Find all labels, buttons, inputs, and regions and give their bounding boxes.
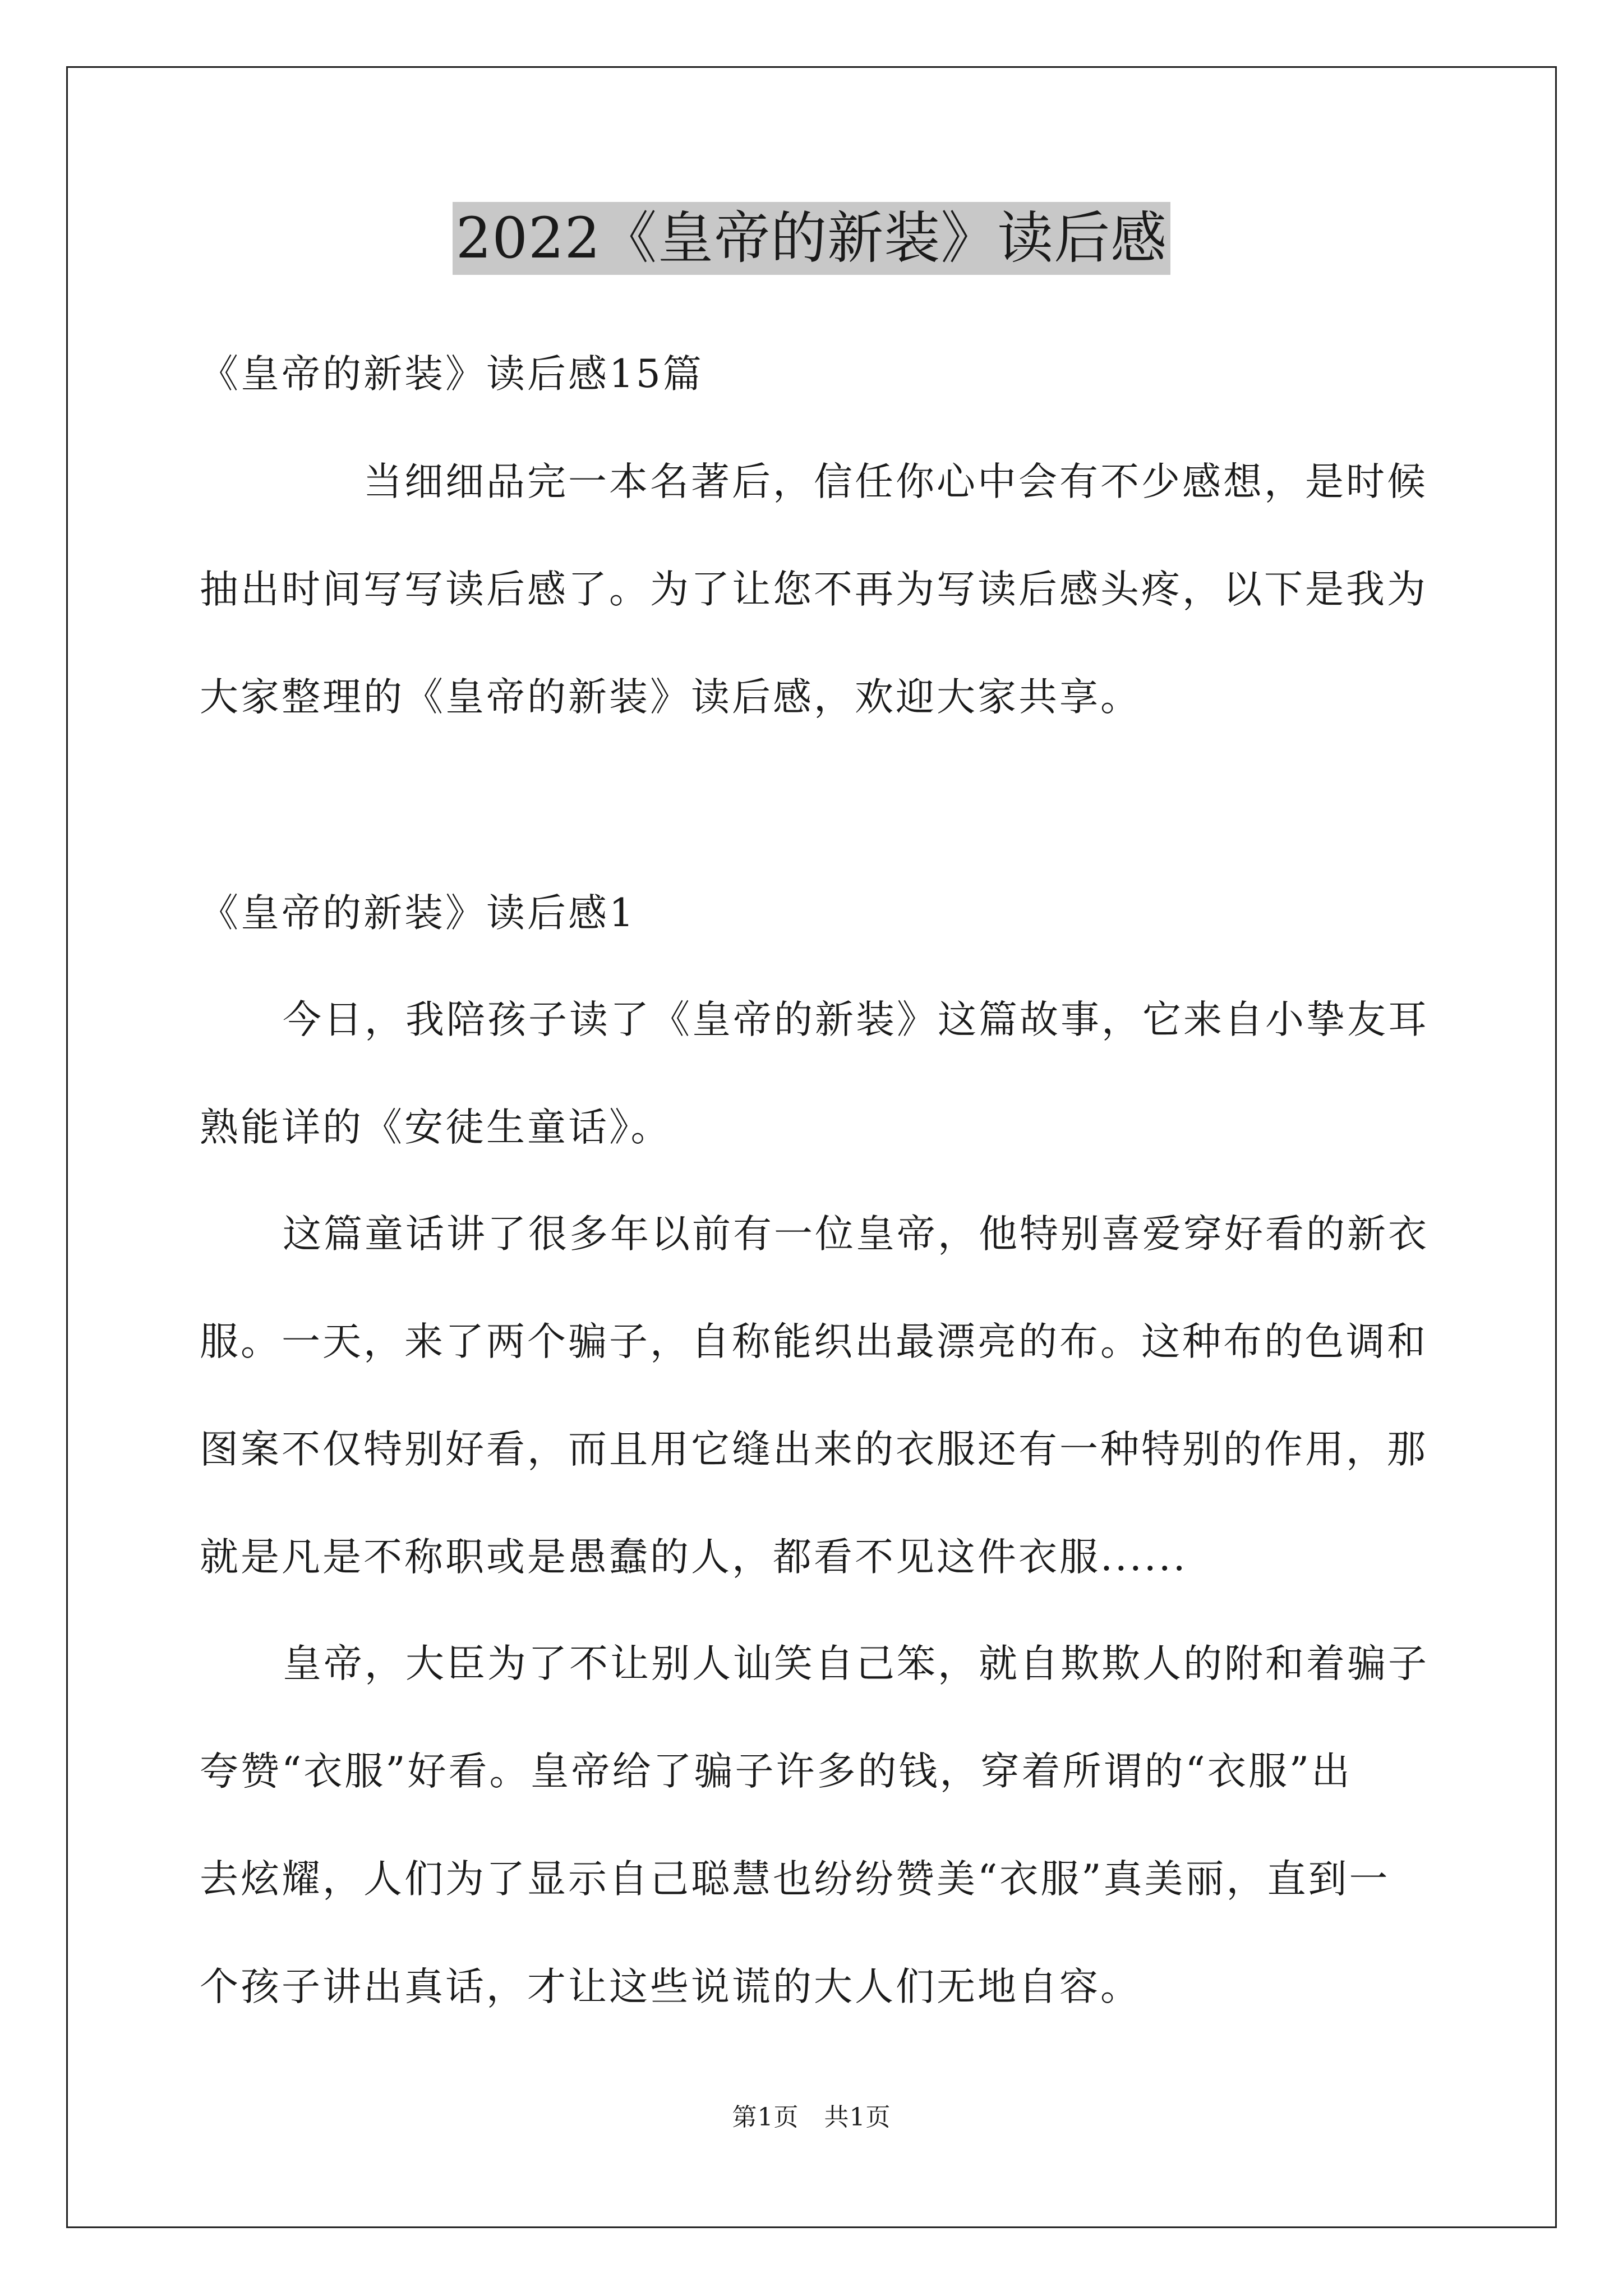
paragraph-2	[200, 1208, 1429, 1584]
paragraph-line: 这篇童话讲了很多年以前有一位皇帝，他特别喜爱穿好看的新衣	[283, 1212, 1429, 1257]
paragraph-3	[200, 1637, 1429, 2014]
paragraph-line: 图案不仅特别好看，而且用它缝出来的衣服还有一种特别的作用，那	[200, 1427, 1428, 1472]
title-container	[0, 202, 1623, 275]
paragraph-line: 就是凡是不称职或是愚蠢的人，都看不见这件衣服......	[200, 1535, 1188, 1580]
paragraph-1	[200, 993, 1429, 1154]
section-title: 《皇帝的新装》读后感1	[200, 891, 636, 936]
paragraph-line: 个孩子讲出真话，才让这些说谎的大人们无地自容。	[200, 1964, 1141, 2009]
paragraph-line: 今日，我陪孩子读了《皇帝的新装》这篇故事，它来自小挚友耳	[283, 997, 1429, 1042]
document-subtitle: 《皇帝的新装》读后感15篇	[200, 352, 704, 397]
intro-line: 当细细品完一本名著后，信任你心中会有不少感想，是时候	[363, 459, 1428, 504]
intro-line: 抽出时间写写读后感了。为了让您不再为写读后感头疼，以下是我为	[200, 567, 1428, 612]
paragraph-line: 夸赞“衣服”好看。皇帝给了骗子许多的钱，穿着所谓的“衣服”出	[200, 1749, 1353, 1794]
intro-paragraph	[200, 455, 1426, 724]
document-body	[200, 348, 1429, 2067]
paragraph-line: 去炫耀，人们为了显示自己聪慧也纷纷赞美“衣服”真美丽，直到一	[200, 1857, 1390, 1902]
paragraph-line: 服。一天，来了两个骗子，自称能织出最漂亮的布。这种布的色调和	[200, 1319, 1428, 1364]
paragraph-line: 皇帝，大臣为了不让别人讪笑自己笨，就自欺欺人的附和着骗子	[283, 1641, 1429, 1686]
document-title: 2022《皇帝的新装》读后感	[453, 202, 1171, 275]
intro-line: 大家整理的《皇帝的新装》读后感，欢迎大家共享。	[200, 675, 1141, 720]
page-footer: 第1页 共1页	[732, 2103, 891, 2132]
paragraph-line: 熟能详的《安徒生童话》。	[200, 1105, 672, 1150]
